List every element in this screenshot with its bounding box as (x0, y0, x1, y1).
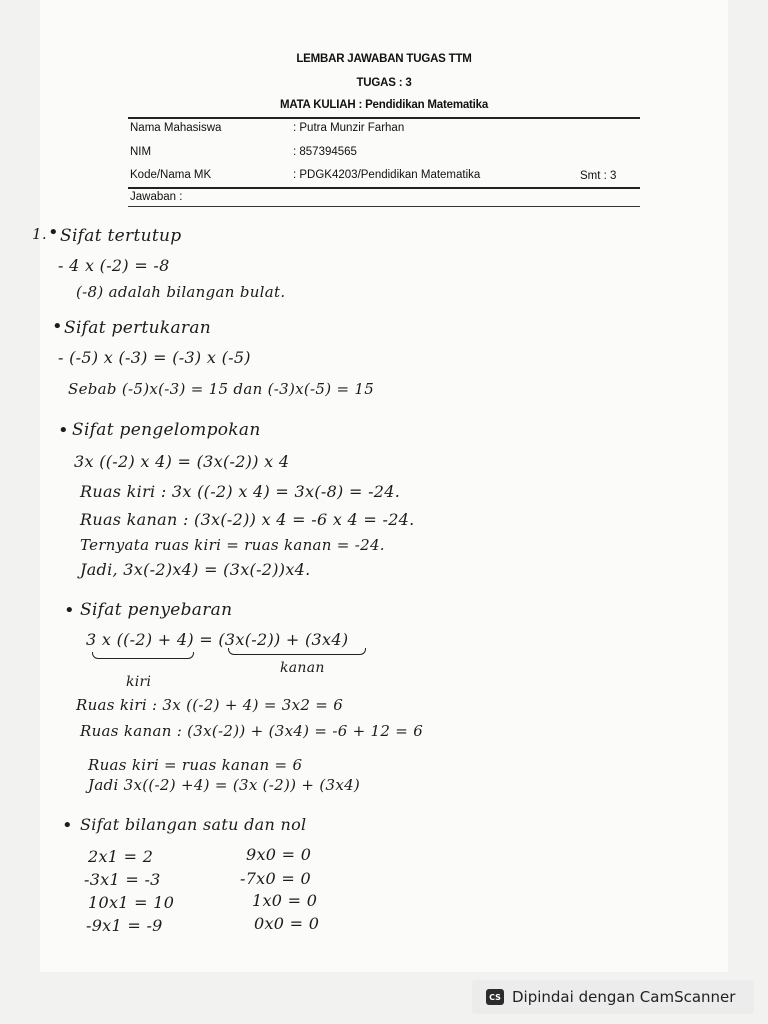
associative-line-1: 3x ((-2) x 4) = (3x(-2)) x 4 (74, 452, 290, 471)
student-name-value: : Putra Munzir Farhan (293, 122, 405, 134)
identity-left-1: 2x1 = 2 (88, 847, 154, 866)
commutative-line-1: - (-5) x (-3) = (-3) x (-5) (58, 348, 251, 367)
bullet-5: • (62, 815, 73, 836)
sheet-title: LEMBAR JAWABAN TUGAS TTM (296, 53, 472, 65)
associative-line-3: Ruas kanan : (3x(-2)) x 4 = -6 x 4 = -24. (80, 510, 415, 529)
associative-line-5: Jadi, 3x(-2)x4) = (3x(-2))x4. (80, 560, 311, 579)
answer-number: 1. (32, 225, 47, 243)
distributive-line-4: Ruas kiri = ruas kanan = 6 (88, 756, 303, 774)
zero-right-3: 1x0 = 0 (252, 891, 318, 910)
left-side-label: kiri (126, 674, 152, 690)
commutative-heading: Sifat pertukaran (64, 318, 212, 338)
table-top-rule (128, 117, 640, 119)
left-side-brace (92, 652, 194, 659)
zero-right-2: -7x0 = 0 (240, 869, 311, 888)
commutative-line-2: Sebab (-5)x(-3) = 15 dan (-3)x(-5) = 15 (68, 380, 375, 398)
closure-line-2: (-8) adalah bilangan bulat. (76, 283, 286, 301)
associative-heading: Sifat pengelompokan (72, 420, 261, 440)
bullet-2: • (52, 316, 63, 337)
course-name: MATA KULIAH : Pendidikan Matematika (279, 99, 489, 111)
closure-line-1: - 4 x (-2) = -8 (58, 256, 170, 275)
distributive-line-2: Ruas kiri : 3x ((-2) + 4) = 3x2 = 6 (76, 696, 344, 714)
closure-heading: Sifat tertutup (60, 226, 182, 246)
camscanner-text: Dipindai dengan CamScanner (512, 988, 736, 1006)
camscanner-icon: CS (486, 989, 504, 1005)
course-code-label: Kode/Nama MK (130, 169, 212, 181)
table-bottom-rule (128, 206, 640, 207)
table-mid-rule (128, 187, 640, 189)
assignment-number: TUGAS : 3 (356, 77, 412, 89)
identity-left-2: -3x1 = -3 (84, 870, 161, 889)
right-side-brace (228, 648, 366, 655)
zero-right-4: 0x0 = 0 (254, 914, 320, 933)
identity-zero-heading: Sifat bilangan satu dan nol (80, 815, 307, 834)
nim-value: : 857394565 (293, 146, 357, 158)
distributive-line-5: Jadi 3x((-2) +4) = (3x (-2)) + (3x4) (88, 776, 361, 794)
zero-right-1: 9x0 = 0 (246, 845, 312, 864)
semester-value: Smt : 3 (580, 170, 617, 182)
distributive-line-1: 3 x ((-2) + 4) = (3x(-2)) + (3x4) (86, 630, 349, 649)
associative-line-4: Ternyata ruas kiri = ruas kanan = -24. (80, 536, 385, 554)
identity-left-3: 10x1 = 10 (88, 893, 175, 912)
identity-left-4: -9x1 = -9 (86, 916, 163, 935)
bullet-1: • (48, 222, 59, 243)
camscanner-watermark (472, 980, 754, 1014)
bullet-4: • (64, 600, 75, 621)
associative-line-2: Ruas kiri : 3x ((-2) x 4) = 3x(-8) = -24. (80, 482, 401, 501)
answer-label: Jawaban : (130, 191, 183, 203)
right-side-label: kanan (280, 660, 325, 676)
student-name-label: Nama Mahasiswa (130, 122, 222, 134)
bullet-3: • (58, 420, 69, 441)
course-code-value: : PDGK4203/Pendidikan Matematika (293, 169, 481, 181)
distributive-heading: Sifat penyebaran (80, 600, 233, 620)
nim-label: NIM (130, 146, 152, 158)
distributive-line-3: Ruas kanan : (3x(-2)) + (3x4) = -6 + 12 = 6 (80, 722, 424, 740)
